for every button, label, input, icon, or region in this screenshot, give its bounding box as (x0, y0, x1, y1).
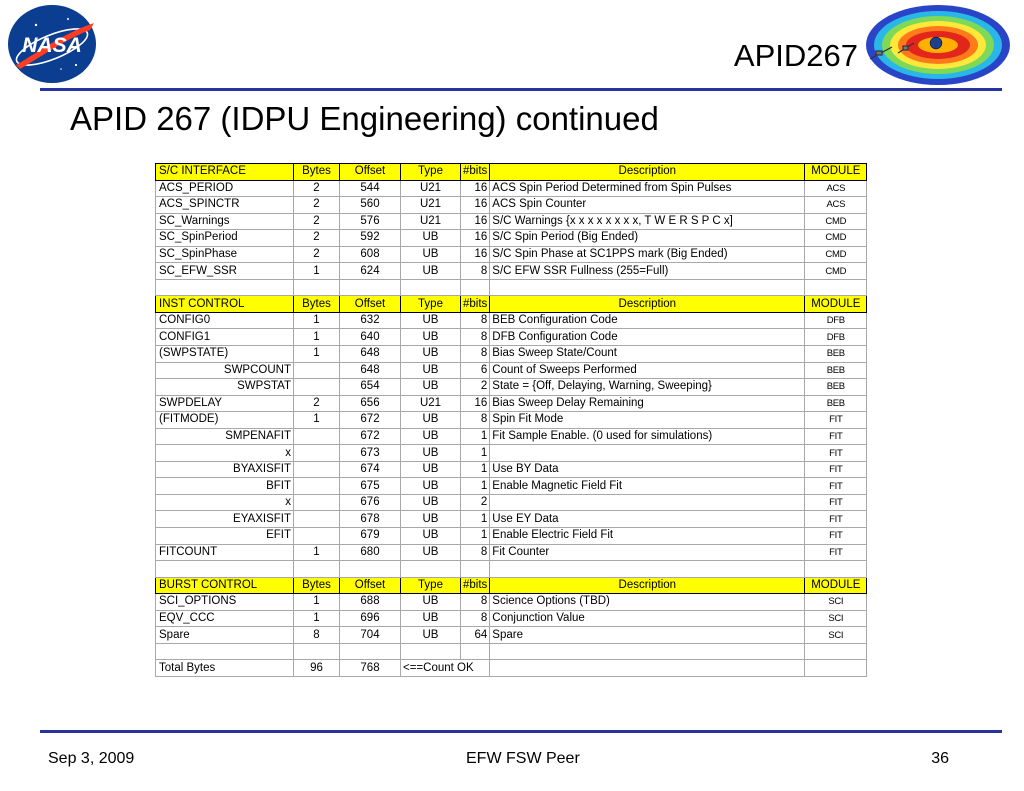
empty-cell (294, 643, 340, 660)
total-row (156, 660, 867, 677)
empty-cell (461, 279, 490, 296)
table-row (156, 428, 867, 445)
header-cell: Offset (340, 296, 401, 313)
table-cell: 16 (461, 180, 490, 197)
blank-row (156, 279, 867, 296)
table-cell: UB (401, 544, 461, 561)
header-cell: MODULE (805, 577, 867, 594)
table-cell: UB (401, 263, 461, 280)
table-cell: 8 (461, 610, 490, 627)
table-cell: 16 (461, 230, 490, 247)
table-cell: UB (401, 594, 461, 611)
table-cell: SWPDELAY (156, 395, 294, 412)
table-cell: Enable Magnetic Field Fit (490, 478, 805, 495)
table-cell: BYAXISFIT (156, 461, 294, 478)
table-cell: BEB Configuration Code (490, 312, 805, 329)
table-cell: 632 (340, 312, 401, 329)
table-cell: SWPSTAT (156, 379, 294, 396)
header-cell: Description (490, 577, 805, 594)
table-cell: UB (401, 528, 461, 545)
table-row (156, 230, 867, 247)
table-cell: Bias Sweep State/Count (490, 346, 805, 363)
nasa-logo-text: NASA (22, 34, 82, 57)
table-cell: EFIT (156, 528, 294, 545)
empty-cell (461, 561, 490, 578)
table-cell: ACS Spin Period Determined from Spin Pulses (490, 180, 805, 197)
header-cell: #bits (461, 164, 490, 181)
section-header-row (156, 164, 867, 181)
empty-cell (805, 561, 867, 578)
table-row (156, 494, 867, 511)
table-cell: SCI (805, 594, 867, 611)
table-cell: 688 (340, 594, 401, 611)
table-cell: 6 (461, 362, 490, 379)
table-cell: 64 (461, 627, 490, 644)
table-cell: Fit Sample Enable. (0 used for simulations) (490, 428, 805, 445)
table-cell: 648 (340, 362, 401, 379)
header-cell: Description (490, 296, 805, 313)
total-label: Total Bytes (156, 660, 294, 677)
table-cell: FIT (805, 412, 867, 429)
empty-cell (294, 279, 340, 296)
table-cell: FIT (805, 528, 867, 545)
table-row (156, 511, 867, 528)
empty-cell (401, 561, 461, 578)
header-cell: Type (401, 296, 461, 313)
nasa-logo (6, 3, 98, 85)
table-cell: 1 (294, 312, 340, 329)
table-cell: FIT (805, 511, 867, 528)
table-cell: Enable Electric Field Fit (490, 528, 805, 545)
table-cell: 674 (340, 461, 401, 478)
table-cell: 696 (340, 610, 401, 627)
table-row (156, 544, 867, 561)
table-row (156, 528, 867, 545)
header-cell: MODULE (805, 164, 867, 181)
table-row (156, 312, 867, 329)
table-cell: 2 (294, 395, 340, 412)
table-row (156, 329, 867, 346)
table-cell: 1 (294, 329, 340, 346)
table-cell: 560 (340, 197, 401, 214)
table-cell: CMD (805, 263, 867, 280)
table-cell: S/C Spin Phase at SC1PPS mark (Big Ended) (490, 246, 805, 263)
table-cell: SMPENAFIT (156, 428, 294, 445)
table-cell: ACS_SPINCTR (156, 197, 294, 214)
table-cell: ACS_PERIOD (156, 180, 294, 197)
table-row (156, 213, 867, 230)
slide-title: APID 267 (IDPU Engineering) continued (70, 100, 659, 137)
table-cell: S/C Spin Period (Big Ended) (490, 230, 805, 247)
empty-cell (401, 643, 461, 660)
table-cell (294, 478, 340, 495)
bottom-rule (40, 730, 1002, 733)
radiation-belt-image (862, 3, 1014, 89)
table-cell: SC_SpinPeriod (156, 230, 294, 247)
table-cell: Spin Fit Mode (490, 412, 805, 429)
table-cell: 8 (461, 263, 490, 280)
table-cell: UB (401, 312, 461, 329)
table-cell: 673 (340, 445, 401, 462)
apid-table (155, 163, 867, 677)
table-row (156, 610, 867, 627)
table-cell: SC_EFW_SSR (156, 263, 294, 280)
table-cell: 1 (294, 263, 340, 280)
table-cell: State = {Off, Delaying, Warning, Sweeping} (490, 379, 805, 396)
table-cell: CONFIG0 (156, 312, 294, 329)
table-cell: U21 (401, 395, 461, 412)
table-cell (490, 445, 805, 462)
header-cell: Description (490, 164, 805, 181)
table-cell: UB (401, 329, 461, 346)
table-cell (294, 461, 340, 478)
table-cell: Fit Counter (490, 544, 805, 561)
table-cell: 8 (461, 346, 490, 363)
table-cell: 2 (461, 379, 490, 396)
table-cell: 1 (461, 428, 490, 445)
table-cell: U21 (401, 180, 461, 197)
empty-cell (340, 279, 401, 296)
table-row (156, 362, 867, 379)
table-cell: UB (401, 494, 461, 511)
table-cell: 8 (461, 594, 490, 611)
table-cell: 675 (340, 478, 401, 495)
table-cell: x (156, 494, 294, 511)
table-cell: 16 (461, 246, 490, 263)
table-cell: CONFIG1 (156, 329, 294, 346)
table-cell: 608 (340, 246, 401, 263)
total-bytes: 96 (294, 660, 340, 677)
table-cell: SC_Warnings (156, 213, 294, 230)
table-cell (294, 494, 340, 511)
empty-cell (490, 660, 805, 677)
table-cell: 1 (294, 544, 340, 561)
table-cell: BEB (805, 395, 867, 412)
table-cell: 8 (461, 544, 490, 561)
table-cell: DFB (805, 329, 867, 346)
header-cell: Bytes (294, 577, 340, 594)
table-cell: EQV_CCC (156, 610, 294, 627)
empty-cell (490, 279, 805, 296)
table-cell: UB (401, 511, 461, 528)
table-row (156, 461, 867, 478)
table-row (156, 180, 867, 197)
table-cell: 654 (340, 379, 401, 396)
header-cell: INST CONTROL (156, 296, 294, 313)
table-cell: ACS (805, 180, 867, 197)
header-cell: Bytes (294, 164, 340, 181)
header-cell: #bits (461, 577, 490, 594)
table-cell: SCI (805, 610, 867, 627)
section-header-row (156, 577, 867, 594)
table-cell: UB (401, 362, 461, 379)
table-cell: 8 (461, 412, 490, 429)
empty-cell (340, 643, 401, 660)
table-cell: Conjunction Value (490, 610, 805, 627)
table-cell: FIT (805, 544, 867, 561)
empty-cell (156, 561, 294, 578)
table-row (156, 263, 867, 280)
table-cell: SCI (805, 627, 867, 644)
table-cell: DFB (805, 312, 867, 329)
table-cell: SC_SpinPhase (156, 246, 294, 263)
table-cell: 1 (461, 511, 490, 528)
table-cell: CMD (805, 213, 867, 230)
table-row (156, 412, 867, 429)
section-header-row (156, 296, 867, 313)
empty-cell (805, 660, 867, 677)
blank-row (156, 561, 867, 578)
table-row (156, 445, 867, 462)
table-cell: 16 (461, 213, 490, 230)
table-cell: Use BY Data (490, 461, 805, 478)
table-cell: Spare (490, 627, 805, 644)
table-cell: (FITMODE) (156, 412, 294, 429)
table-cell: 16 (461, 197, 490, 214)
table-cell: U21 (401, 213, 461, 230)
table-cell: 1 (461, 528, 490, 545)
table-cell: 2 (294, 180, 340, 197)
table-cell: FIT (805, 461, 867, 478)
table-cell: UB (401, 461, 461, 478)
table-cell: BEB (805, 379, 867, 396)
header-cell: Offset (340, 164, 401, 181)
empty-cell (805, 279, 867, 296)
table-cell: 1 (461, 478, 490, 495)
table-cell: CMD (805, 230, 867, 247)
table-cell: SCI_OPTIONS (156, 594, 294, 611)
table-cell: 576 (340, 213, 401, 230)
header-cell: MODULE (805, 296, 867, 313)
header-cell: Type (401, 577, 461, 594)
table-cell: UB (401, 230, 461, 247)
total-offset: 768 (340, 660, 401, 677)
table-cell: 2 (461, 494, 490, 511)
empty-cell (156, 643, 294, 660)
table-cell: 592 (340, 230, 401, 247)
table-cell: Count of Sweeps Performed (490, 362, 805, 379)
header-cell: #bits (461, 296, 490, 313)
table-cell: 1 (294, 610, 340, 627)
table-cell: UB (401, 346, 461, 363)
table-cell: BFIT (156, 478, 294, 495)
table-row (156, 594, 867, 611)
header-cell: BURST CONTROL (156, 577, 294, 594)
table-row (156, 395, 867, 412)
table-cell: BEB (805, 346, 867, 363)
table-cell: 1 (294, 346, 340, 363)
table-cell (294, 445, 340, 462)
table-row (156, 478, 867, 495)
table-cell (294, 379, 340, 396)
table-cell: UB (401, 627, 461, 644)
table-cell: (SWPSTATE) (156, 346, 294, 363)
table-cell: 680 (340, 544, 401, 561)
table-cell: 648 (340, 346, 401, 363)
table-cell: FIT (805, 445, 867, 462)
footer-title: EFW FSW Peer (466, 750, 580, 767)
header-cell: Type (401, 164, 461, 181)
table-cell: U21 (401, 197, 461, 214)
table-cell: 2 (294, 197, 340, 214)
empty-cell (294, 561, 340, 578)
empty-cell (490, 643, 805, 660)
table-row (156, 379, 867, 396)
header-cell: S/C INTERFACE (156, 164, 294, 181)
table-cell: UB (401, 445, 461, 462)
empty-cell (461, 643, 490, 660)
table-row (156, 346, 867, 363)
table-cell: Spare (156, 627, 294, 644)
top-rule (40, 88, 1002, 91)
table-cell: UB (401, 412, 461, 429)
table-cell (294, 528, 340, 545)
table-cell: UB (401, 478, 461, 495)
table-row (156, 197, 867, 214)
header-cell: Offset (340, 577, 401, 594)
table-cell (294, 428, 340, 445)
empty-cell (401, 279, 461, 296)
footer-date: Sep 3, 2009 (48, 750, 135, 767)
table-cell: 1 (461, 461, 490, 478)
page-number: 36 (931, 750, 949, 767)
table-row (156, 627, 867, 644)
table-cell: UB (401, 610, 461, 627)
blank-row (156, 643, 867, 660)
empty-cell (805, 643, 867, 660)
table-cell: UB (401, 428, 461, 445)
table-cell (294, 362, 340, 379)
table-cell: 2 (294, 213, 340, 230)
table-cell: UB (401, 246, 461, 263)
table-cell: 640 (340, 329, 401, 346)
table-cell: UB (401, 379, 461, 396)
table-cell (294, 511, 340, 528)
table-cell: FIT (805, 428, 867, 445)
table-cell: x (156, 445, 294, 462)
table-cell: FITCOUNT (156, 544, 294, 561)
table-cell: 656 (340, 395, 401, 412)
table-cell: 676 (340, 494, 401, 511)
table-cell: FIT (805, 478, 867, 495)
table-cell: 2 (294, 246, 340, 263)
table-cell: 672 (340, 428, 401, 445)
table-cell: CMD (805, 246, 867, 263)
table-cell: ACS Spin Counter (490, 197, 805, 214)
table-cell: 8 (294, 627, 340, 644)
table-cell: Use EY Data (490, 511, 805, 528)
table-cell: 678 (340, 511, 401, 528)
table-cell: Bias Sweep Delay Remaining (490, 395, 805, 412)
header-cell: Bytes (294, 296, 340, 313)
table-cell: EYAXISFIT (156, 511, 294, 528)
table-cell: 679 (340, 528, 401, 545)
table-cell: ACS (805, 197, 867, 214)
table-cell: 672 (340, 412, 401, 429)
table-cell (490, 494, 805, 511)
table-cell: S/C Warnings {x x x x x x x x, T W E R S P C x] (490, 213, 805, 230)
table-cell: 8 (461, 312, 490, 329)
total-note: <==Count OK (401, 660, 490, 677)
empty-cell (490, 561, 805, 578)
table-row (156, 246, 867, 263)
table-cell: 544 (340, 180, 401, 197)
empty-cell (156, 279, 294, 296)
table-cell: 624 (340, 263, 401, 280)
apid-label: APID267 (733, 38, 858, 73)
table-cell: FIT (805, 494, 867, 511)
table-cell: 1 (461, 445, 490, 462)
table-cell: DFB Configuration Code (490, 329, 805, 346)
empty-cell (340, 561, 401, 578)
table-cell: 16 (461, 395, 490, 412)
table-cell: 1 (294, 594, 340, 611)
table-cell: S/C EFW SSR Fullness (255=Full) (490, 263, 805, 280)
table-cell: SWPCOUNT (156, 362, 294, 379)
table-cell: 1 (294, 412, 340, 429)
table-cell: BEB (805, 362, 867, 379)
table-cell: 8 (461, 329, 490, 346)
table-cell: Science Options (TBD) (490, 594, 805, 611)
table-cell: 704 (340, 627, 401, 644)
table-cell: 2 (294, 230, 340, 247)
